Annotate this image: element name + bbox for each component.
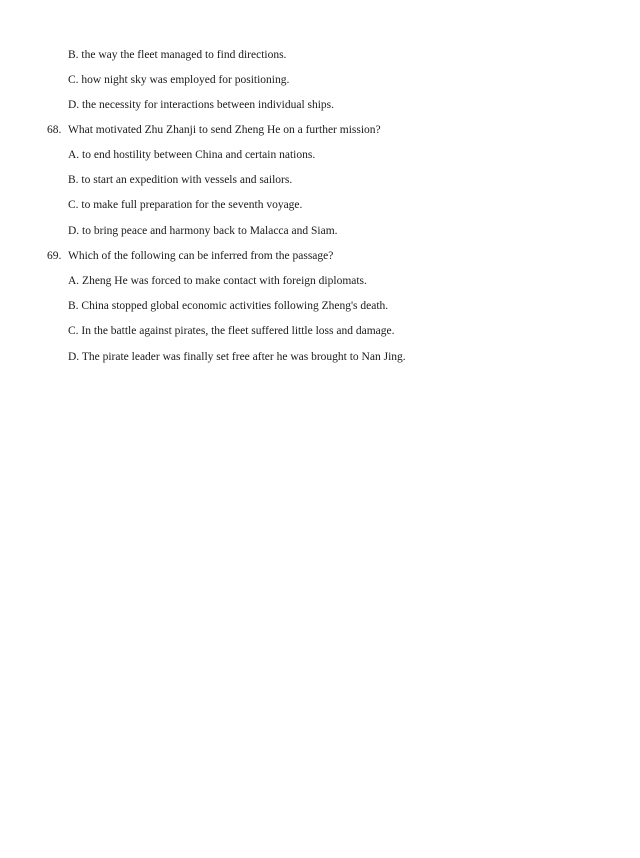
q68-text: What motivated Zhu Zhanji to send Zheng He on a further mission? [68, 124, 381, 136]
q68-option-b: B. to start an expedition with vessels and sailors. [68, 174, 293, 186]
q69-option-b: B. China stopped global economic activities following Zheng's death. [68, 300, 389, 312]
q69-option-a: A. Zheng He was forced to make contact with foreign diplomats. [68, 275, 367, 287]
q69-option-c: C. In the battle against pirates, the fleet suffered little loss and damage. [68, 325, 395, 337]
q69-number: 69. [47, 250, 62, 262]
q68-option-c: C. to make full preparation for the seventh voyage. [68, 199, 303, 211]
q68-option-d: D. to bring peace and harmony back to Malacca and Siam. [68, 225, 338, 237]
q69-option-d: D. The pirate leader was finally set free after he was brought to Nan Jing. [68, 351, 406, 363]
q68-number: 68. [47, 124, 62, 136]
q67-option-c: C. how night sky was employed for positioning. [68, 74, 290, 86]
q68-option-a: A. to end hostility between China and certain nations. [68, 149, 316, 161]
q69-text: Which of the following can be inferred from the passage? [68, 250, 334, 262]
q67-option-b: B. the way the fleet managed to find directions. [68, 49, 287, 61]
q67-option-d: D. the necessity for interactions between individual ships. [68, 99, 335, 111]
